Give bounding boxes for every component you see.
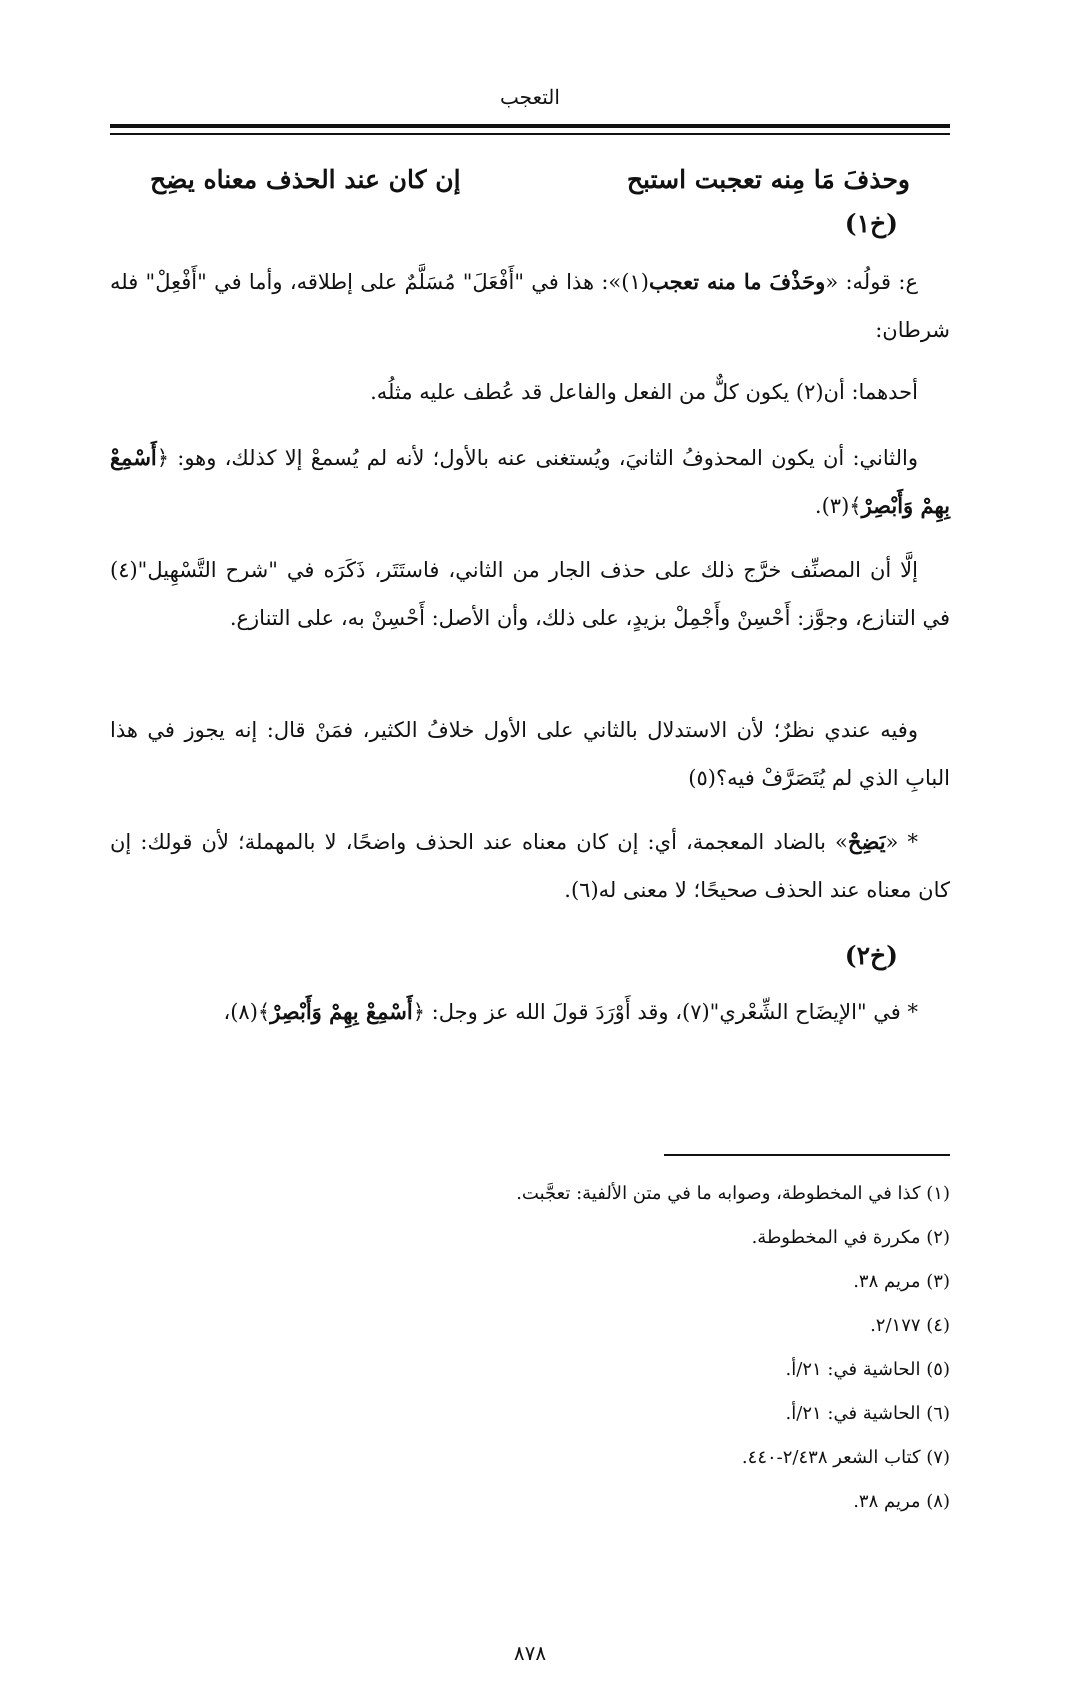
paragraph-text: (١)»: هذا في "أَفْعَلَ" مُسَلَّمٌ على إطلاقه، وأما في "أَفْعِلْ" فله شرطان: (110, 270, 950, 342)
paragraph-text: ﴾(٣). (814, 494, 862, 518)
commentary-paragraph-7 (110, 988, 950, 1036)
footnote-6: (٦) الحاشية في: ٢١/أ. (785, 1403, 950, 1424)
footnote-1: (١) كذا في المخطوطة، وصوابه ما في متن الألفية: تعجَّبت. (516, 1183, 950, 1204)
commentary-paragraph-3 (110, 434, 950, 530)
book-page (110, 0, 950, 1698)
quoted-verse-phrase: وحَذْفَ ما منه تعجب (648, 269, 826, 294)
running-header: التعجب (500, 85, 560, 109)
footnote-3: (٣) مريم ٣٨. (853, 1271, 950, 1292)
section-label-kh2: (خ٢) (844, 941, 898, 970)
footnote-separator (664, 1154, 950, 1156)
paragraph-text: ﴾(٨)، (223, 1000, 271, 1024)
verse-first-hemistich: وحذفَ مَا مِنه تعجبت استبح (626, 165, 910, 194)
footnote-8: (٨) مريم ٣٨. (853, 1491, 950, 1512)
page-number: ٨٧٨ (513, 1641, 547, 1665)
footnote-4: (٤) ٢/١٧٧. (870, 1315, 950, 1336)
commentary-paragraph-6 (110, 818, 950, 914)
quran-quote: أَسْمِعْ بِهِمْ وَأَبْصِرْ (270, 999, 413, 1024)
quoted-word: يَضِحْ (847, 829, 886, 854)
footnote-5: (٥) الحاشية في: ٢١/أ. (785, 1359, 950, 1380)
section-label-kh1: (خ١) (844, 209, 898, 238)
verse-second-hemistich: إن كان عند الحذف معناه يضِح (150, 165, 461, 194)
poem-verse (150, 156, 910, 204)
commentary-paragraph-1 (110, 258, 950, 354)
quran-quote: أَسْمِعْ بِهِمْ وَأَبْصِرْ (110, 445, 950, 518)
paragraph-text: ع: قولُه: « (825, 270, 918, 294)
header-rule-thick (110, 124, 950, 128)
paragraph-text: » بالضاد المعجمة، أي: إن كان معناه عند الحذف واضحًا، لا بالمهملة؛ لأن قولك: إن كان معناه عند الحذف صحيحًا؛ لا معنى له(٦). (110, 830, 950, 902)
footnote-2: (٢) مكررة في المخطوطة. (751, 1227, 950, 1248)
footnote-7: (٧) كتاب الشعر ٢/٤٣٨-٤٤٠. (741, 1447, 950, 1468)
commentary-paragraph-2: أحدهما: أن(٢) يكون كلٌّ من الفعل والفاعل قد عُطف عليه مثلُه. (370, 380, 918, 404)
footnotes-list (110, 1172, 950, 1524)
commentary-paragraph-5: وفيه عندي نظرٌ؛ لأن الاستدلال بالثاني على الأول خلافُ الكثير، فمَنْ قال: إنه يجوز في هذا البابِ الذي لم يُتَصَرَّفْ فيه؟(٥) (110, 718, 950, 790)
header-rule-thin (110, 133, 950, 135)
paragraph-text: * « (885, 830, 919, 854)
paragraph-text: * في "الإيضَاح الشِّعْري"(٧)، وقد أَوْرَدَ قولَ الله عز وجل: ﴿ (412, 1000, 918, 1024)
paragraph-text: والثاني: أن يكون المحذوفُ الثانيَ، ويُستغنى عنه بالأول؛ لأنه لم يُسمعْ إلا كذلك، وهو: ﴿ (156, 446, 918, 470)
commentary-paragraph-4: إلَّا أن المصنِّف خرَّج ذلك على حذف الجار من الثاني، فاستَتَر، ذَكَرَه في "شرح التَّسْهِيل"(٤) في التنازع، وجوَّز: أَحْسِنْ وأَجْمِلْ بزيدٍ، على ذلك، وأن الأصل: أَحْسِنْ به، على التنازع. (110, 558, 950, 630)
